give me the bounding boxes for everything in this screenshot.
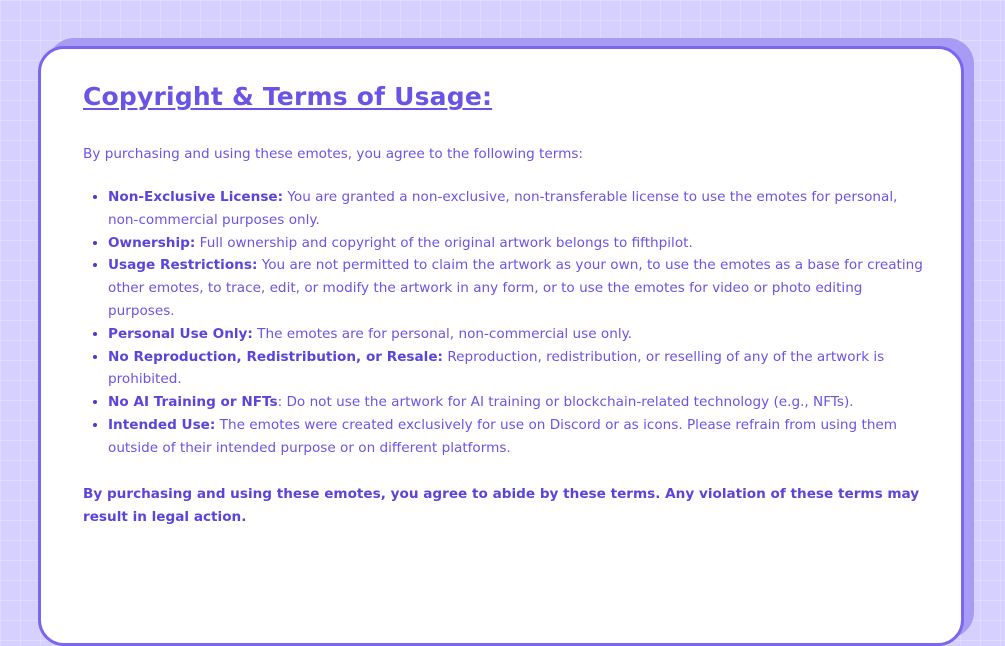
term-label: No Reproduction, Redistribution, or Resale: [108,348,443,365]
term-text: Reproduction, redistribution, or reselling of any of the artwork is prohibited. [108,348,885,388]
page-title: Copyright & Terms of Usage: [83,82,493,111]
term-label: Ownership: [108,234,196,251]
term-item-personal-use-only [108,323,923,346]
term-label: No AI Training or NFTs [108,394,278,411]
term-label: Personal Use Only: [108,325,253,342]
closing-statement: By purchasing and using these emotes, you agree to abide by these terms. Any violation of these terms may result in legal action. [83,486,920,525]
term-item-no-ai-training [108,391,923,414]
term-text: The emotes were created exclusively for use on Discord or as icons. Please refrain from using them outside of their intended purpose or on different platforms. [108,416,898,456]
term-label: Usage Restrictions: [108,257,258,274]
term-label: Intended Use: [108,416,216,433]
term-text: You are granted a non-exclusive, non-transferable license to use the emotes for personal, non-commercial purposes only. [108,189,898,228]
term-text: : Do not use the artwork for AI training or blockchain-related technology (e.g., NFTs). [277,394,854,411]
term-text: The emotes are for personal, non-commercial use only. [252,325,633,342]
intro-text: By purchasing and using these emotes, you agree to the following terms: [83,146,583,162]
term-item-ownership [108,232,923,255]
term-label: Non-Exclusive License: [108,189,284,205]
term-text: Full ownership and copyright of the original artwork belongs to fifthpilot. [195,234,693,251]
term-item-intended-use [108,414,923,460]
term-item-non-exclusive-license [108,186,923,232]
term-item-usage-restrictions [108,254,923,322]
term-text: You are not permitted to claim the artwork as your own, to use the emotes as a base for creating other emotes, to trace, edit, or modify the artwork in any form, or to use the emotes for video or photo editing purposes. [108,257,923,319]
term-item-no-reproduction [108,346,923,392]
terms-list [83,186,923,460]
